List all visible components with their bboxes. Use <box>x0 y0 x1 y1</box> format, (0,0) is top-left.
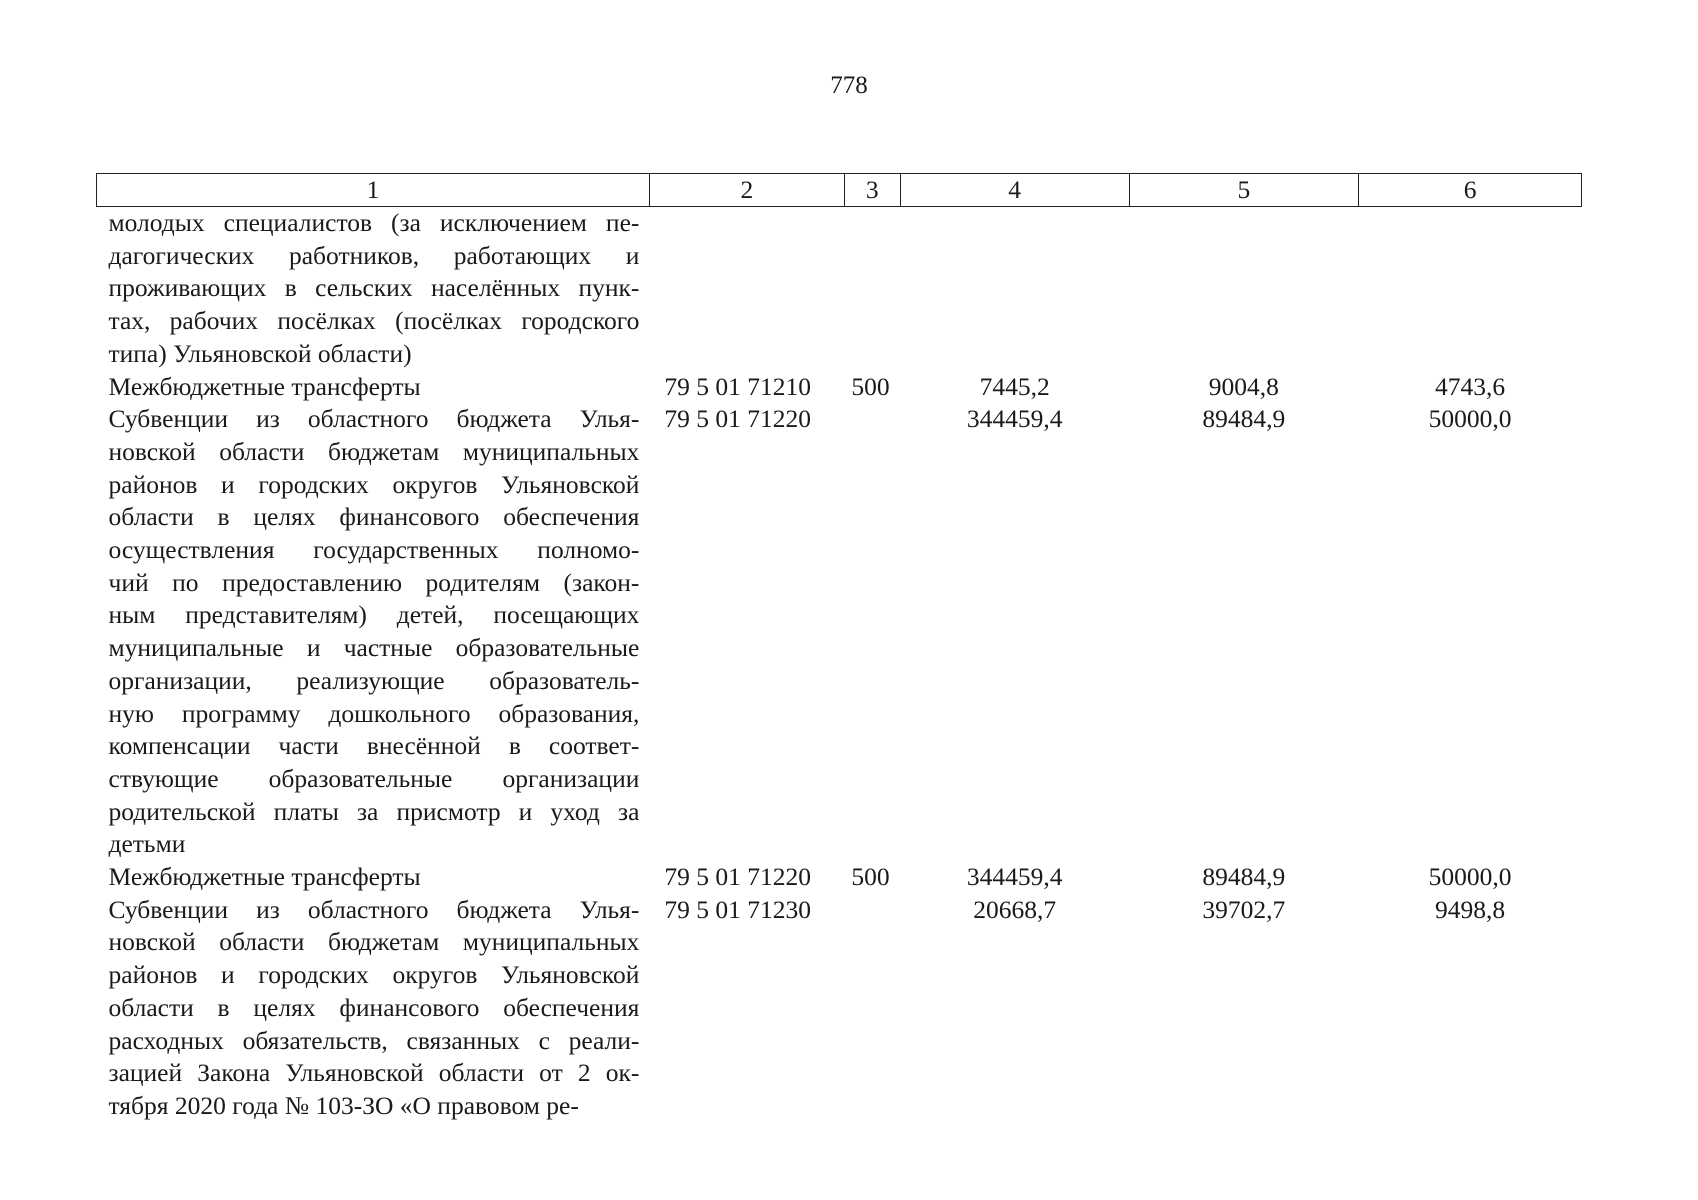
description-line: родительской платы за присмотр и уход за <box>108 796 640 826</box>
column-header-2: 2 <box>649 174 844 207</box>
row-type-code: 500 <box>851 371 890 401</box>
row-description <box>97 403 650 861</box>
row-description <box>97 894 650 1123</box>
description-line: типа) Ульяновской области) <box>108 338 412 368</box>
row-description <box>97 861 650 894</box>
row-code <box>649 207 844 371</box>
row-value-col4 <box>900 207 1129 371</box>
column-header-1: 1 <box>97 174 650 207</box>
column-header-4: 4 <box>900 174 1129 207</box>
description-line: Межбюджетные трансферты <box>108 371 421 401</box>
row-value-col5: 89484,9 <box>1202 404 1286 434</box>
description-line: ным представителям) детей, посещающих <box>108 600 640 630</box>
description-line: проживающих в сельских населённых пунк- <box>108 273 640 303</box>
table-row <box>97 861 1582 894</box>
row-value-col6: 50000,0 <box>1428 862 1512 892</box>
row-value-col4: 344459,4 <box>966 404 1063 434</box>
row-value-col4: 7445,2 <box>979 371 1050 401</box>
description-line: расходных обязательств, связанных с реали- <box>108 1025 640 1055</box>
row-value-col5: 89484,9 <box>1202 862 1286 892</box>
description-line: чий по предоставлению родителям (закон- <box>108 567 640 597</box>
row-value-col6: 50000,0 <box>1428 404 1512 434</box>
row-code: 79 5 01 71220 <box>664 862 812 892</box>
row-value-col6: 9498,8 <box>1435 894 1506 924</box>
row-value-col5: 39702,7 <box>1202 894 1286 924</box>
row-type-code <box>844 207 900 371</box>
description-line: области в целях финансового обеспечения <box>108 502 640 532</box>
row-description <box>97 207 650 371</box>
description-line: молодых специалистов (за исключением пе- <box>108 208 640 237</box>
column-header-3: 3 <box>844 174 900 207</box>
row-value-col4: 344459,4 <box>966 862 1063 892</box>
description-line: Межбюджетные трансферты <box>108 862 421 892</box>
table-body <box>97 207 1582 1123</box>
description-line: компенсации части внесённой в соответ- <box>108 731 640 761</box>
description-line: дагогических работников, работающих и <box>108 240 640 270</box>
table-row <box>97 894 1582 1123</box>
row-type-code <box>844 894 900 1123</box>
description-line: новской области бюджетам муниципальных <box>108 927 640 957</box>
budget-table <box>96 173 1582 1123</box>
row-type-code <box>844 403 900 861</box>
description-line: новской области бюджетам муниципальных <box>108 436 640 466</box>
description-line: области в целях финансового обеспечения <box>108 992 640 1022</box>
column-header-6: 6 <box>1359 174 1582 207</box>
column-header-5: 5 <box>1129 174 1359 207</box>
description-line: организации, реализующие образователь- <box>108 665 640 695</box>
description-line: районов и городских округов Ульяновской <box>108 469 640 499</box>
table-row <box>97 403 1582 861</box>
description-line: Субвенции из областного бюджета Улья- <box>108 404 640 434</box>
row-value-col5: 9004,8 <box>1208 371 1279 401</box>
description-line: Субвенции из областного бюджета Улья- <box>108 894 640 924</box>
row-value-col6: 4743,6 <box>1435 371 1506 401</box>
table-row <box>97 207 1582 371</box>
description-line: осуществления государственных полномо- <box>108 535 640 565</box>
description-line: муниципальные и частные образовательные <box>108 633 640 663</box>
description-line: тября 2020 года № 103-ЗО «О правовом ре- <box>108 1090 579 1120</box>
description-line: ствующие образовательные организации <box>108 763 640 793</box>
row-value-col4: 20668,7 <box>973 894 1057 924</box>
row-code: 79 5 01 71220 <box>664 404 812 434</box>
description-line: зацией Закона Ульяновской области от 2 ок- <box>108 1058 640 1088</box>
description-line: ную программу дошкольного образования, <box>108 698 640 728</box>
table-header <box>97 174 1582 207</box>
row-code: 79 5 01 71210 <box>664 371 812 401</box>
row-value-col5 <box>1129 207 1359 371</box>
row-code: 79 5 01 71230 <box>664 894 812 924</box>
description-line: детьми <box>108 829 186 859</box>
description-line: тах, рабочих посёлках (посёлках городского <box>108 306 640 336</box>
table-row <box>97 371 1582 404</box>
row-description <box>97 371 650 404</box>
description-line: районов и городских округов Ульяновской <box>108 960 640 990</box>
row-value-col6 <box>1359 207 1582 371</box>
row-type-code: 500 <box>851 862 890 892</box>
page-number: 778 <box>830 72 868 99</box>
